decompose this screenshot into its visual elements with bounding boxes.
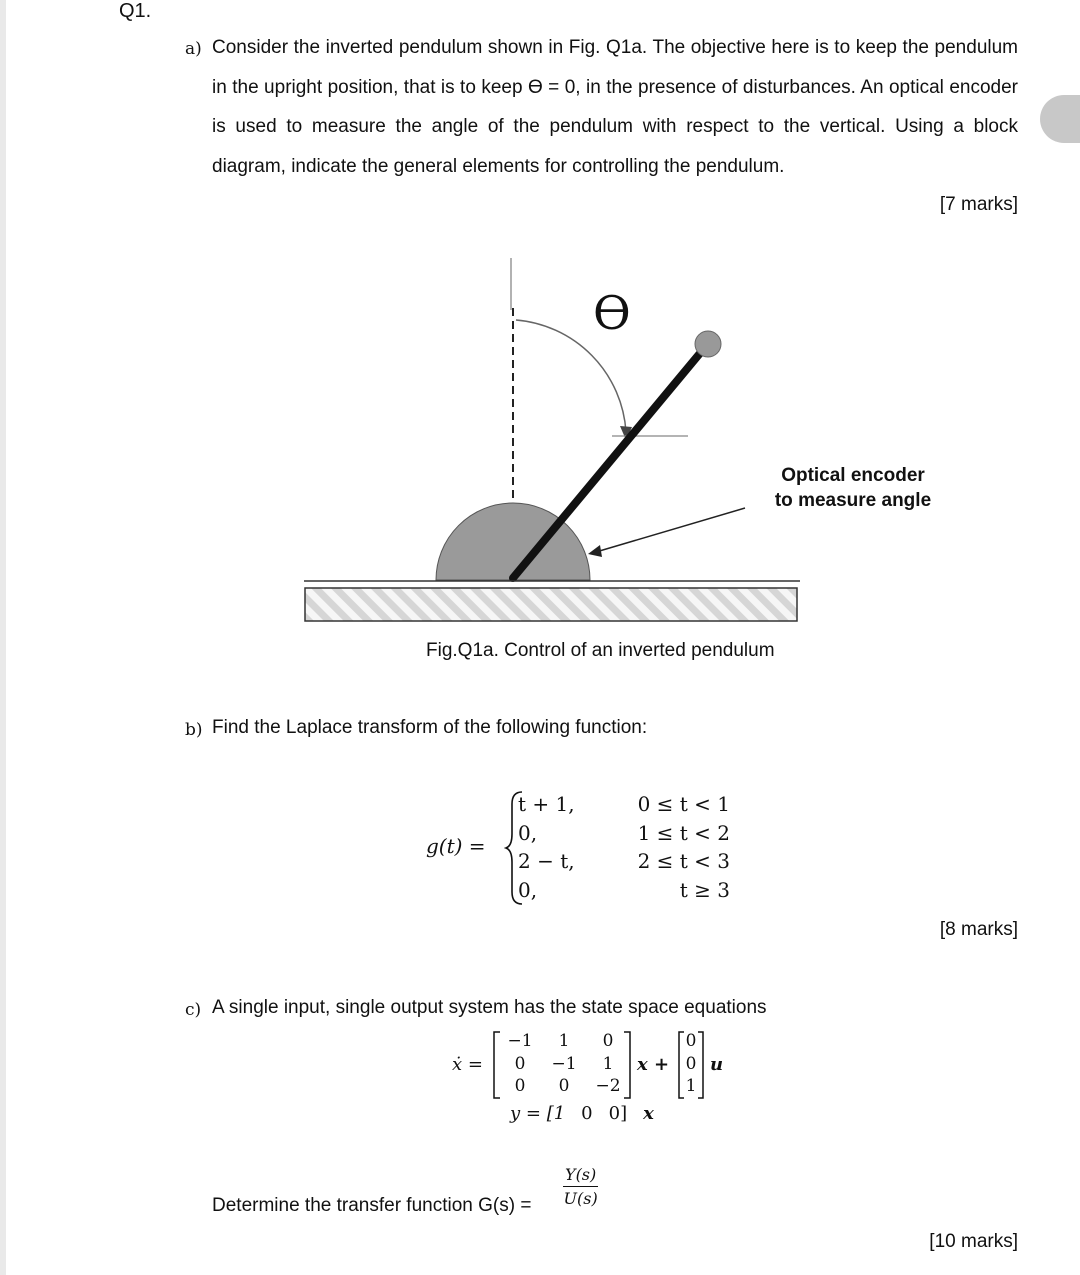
u-input: u	[710, 1054, 724, 1075]
part-c-letter: c)	[185, 1000, 202, 1020]
pendulum-bob	[695, 331, 721, 357]
theta-label: ϴ	[593, 286, 631, 340]
figure-caption: Fig.Q1a. Control of an inverted pendulum	[426, 640, 775, 661]
tf-text: Determine the transfer function G(s) =	[212, 1195, 532, 1216]
part-a-marks: [7 marks]	[939, 194, 1018, 215]
encoder-label	[760, 463, 946, 513]
pendulum-rod	[513, 346, 706, 578]
part-b-text: Find the Laplace transform of the following function:	[212, 717, 648, 738]
xdot-lhs: ẋ =	[452, 1054, 483, 1075]
tf-denominator: U(s)	[563, 1189, 598, 1208]
case-3-expr: 2 − t,	[518, 849, 575, 873]
case-1-expr: t + 1,	[518, 792, 575, 816]
part-c-marks: [10 marks]	[929, 1231, 1018, 1252]
part-c-text: A single input, single output system has the state space equations	[212, 997, 767, 1018]
case-1-cond: 0 ≤ t < 1	[637, 792, 730, 816]
case-2-cond: 1 ≤ t < 2	[637, 820, 730, 845]
part-a-letter: a)	[185, 39, 202, 59]
case-3-cond: 2 ≤ t < 3	[637, 849, 730, 873]
piecewise-exprs	[518, 790, 575, 904]
encoder-label-line1: Optical encoder	[781, 465, 925, 486]
x-plus: x +	[637, 1054, 670, 1075]
encoder-label-line2: to measure angle	[774, 490, 932, 511]
case-2-expr: 0,	[518, 820, 538, 845]
b-matrix: 0 0 1	[685, 1031, 697, 1096]
piecewise-lhs: g(t) =	[426, 834, 486, 858]
encoder-pointer-arrowhead	[588, 545, 602, 557]
hatched-floor	[305, 588, 797, 621]
question-title: Q1.	[119, 0, 152, 22]
a-matrix: −1 1 0 0 −1 1 0 0 −2	[507, 1031, 621, 1096]
case-4-cond: t ≥ 3	[679, 877, 730, 902]
piecewise-conds	[600, 790, 730, 904]
part-b-letter: b)	[185, 720, 203, 740]
part-a-text: Consider the inverted pendulum shown in Fig. Q1a. The objective here is to keep the pendulum in the upright position, that is to keep ϴ = 0, in the presence of disturbances. An optical encoder is used to measure the angle of the pendulum with respect to the vertical. Using a block diagram, indicate the general elements for controlling the pendulum.	[212, 37, 1018, 177]
tf-numerator: Y(s)	[563, 1165, 598, 1187]
part-b-marks: [8 marks]	[939, 919, 1018, 940]
encoder-pointer	[596, 508, 745, 552]
y-equation: y = [1 0 0] x	[510, 1103, 654, 1124]
tf-fraction	[563, 1165, 598, 1208]
case-4-expr: 0,	[518, 877, 538, 902]
